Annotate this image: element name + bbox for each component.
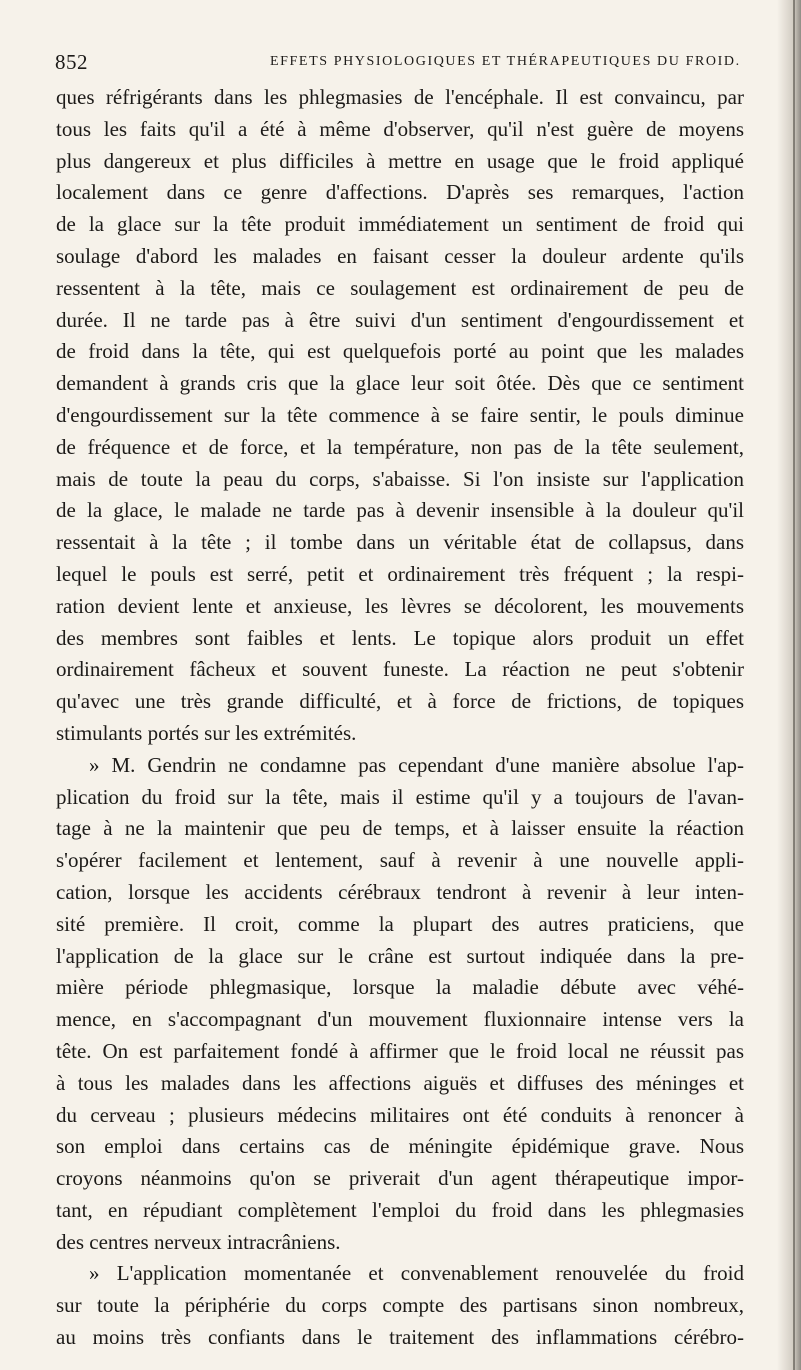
- text-line: tage à ne la maintenir que peu de temps, et à laisser ensuite la réaction: [56, 816, 744, 841]
- text-line: tête. On est parfaitement fondé à affirmer que le froid local ne réussit pas: [56, 1038, 744, 1063]
- text-line: ques réfrigérants dans les phlegmasies de l'encéphale. Il est convaincu, par: [56, 85, 744, 109]
- text-line: plus dangereux et plus difficiles à mettre en usage que le froid appliqué: [56, 148, 744, 173]
- text-line: tous les faits qu'il a été à même d'observer, qu'il n'est guère de moyens: [56, 116, 744, 141]
- text-line: ressentait à la tête ; il tombe dans un véritable état de collapsus, dans: [56, 530, 744, 555]
- page-number: 852: [55, 50, 88, 74]
- text-line: plication du froid sur la tête, mais il estime qu'il y a toujours de l'avan-: [56, 784, 744, 809]
- text-line: l'application de la glace sur le crâne est surtout indiquée dans la pre-: [56, 943, 744, 968]
- text-line: stimulants portés sur les extrémités.: [56, 720, 357, 745]
- running-head: [55, 50, 745, 76]
- body-text: [56, 82, 744, 1354]
- text-line: » M. Gendrin ne condamne pas cependant d'une manière absolue l'ap-: [89, 752, 744, 777]
- text-line: ressentent à la tête, mais ce soulagement est ordinairement de peu de: [56, 275, 744, 300]
- text-line: sur toute la périphérie du corps compte des partisans sinon nombreux,: [56, 1293, 744, 1318]
- text-line: ration devient lente et anxieuse, les lèvres se décolorent, les mouvements: [56, 593, 744, 618]
- running-title: EFFETS PHYSIOLOGIQUES ET THÉRAPEUTIQUES DU FROID.: [270, 54, 741, 69]
- text-line: » L'application momentanée et convenablement renouvelée du froid: [89, 1261, 744, 1286]
- text-line: soulage d'abord les malades en faisant cesser la douleur ardente qu'ils: [56, 243, 744, 268]
- text-line: mais de toute la peau du corps, s'abaisse. Si l'on insiste sur l'application: [56, 466, 744, 491]
- text-line: de fréquence et de force, et la température, non pas de la tête seulement,: [56, 434, 744, 459]
- text-line: croyons néanmoins qu'on se priverait d'un agent thérapeutique impor-: [56, 1166, 744, 1191]
- page-gutter-shadow: [777, 0, 801, 1370]
- text-line: des centres nerveux intracrâniens.: [56, 1229, 341, 1254]
- text-line: de la glace, le malade ne tarde pas à devenir insensible à la douleur qu'il: [56, 498, 744, 523]
- text-line: cation, lorsque les accidents cérébraux tendront à revenir à leur inten-: [56, 879, 744, 904]
- text-line: des membres sont faibles et lents. Le topique alors produit un effet: [56, 625, 744, 650]
- text-line: son emploi dans certains cas de méningite épidémique grave. Nous: [56, 1134, 744, 1159]
- text-line: mière période phlegmasique, lorsque la maladie débute avec véhé-: [56, 975, 744, 1000]
- text-line: de froid dans la tête, qui est quelquefois porté au point que les malades: [56, 339, 744, 364]
- page-edge-line: [793, 0, 795, 1370]
- text-line: tant, en répudiant complètement l'emploi du froid dans les phlegmasies: [56, 1197, 744, 1222]
- text-line: ordinairement fâcheux et souvent funeste. La réaction ne peut s'obtenir: [56, 657, 744, 682]
- text-line: mence, en s'accompagnant d'un mouvement fluxionnaire intense vers la: [56, 1007, 744, 1032]
- text-line: du cerveau ; plusieurs médecins militaires ont été conduits à renoncer à: [56, 1102, 744, 1127]
- text-line: d'engourdissement sur la tête commence à se faire sentir, le pouls diminue: [56, 402, 744, 427]
- text-line: durée. Il ne tarde pas à être suivi d'un sentiment d'engourdissement et: [56, 307, 744, 332]
- text-line: qu'avec une très grande difficulté, et à force de frictions, de topiques: [56, 689, 744, 714]
- text-line: demandent à grands cris que la glace leur soit ôtée. Dès que ce sentiment: [56, 371, 744, 396]
- text-line: sité première. Il croit, comme la plupart des autres praticiens, que: [56, 911, 744, 936]
- text-line: au moins très confiants dans le traitement des inflammations cérébro-: [56, 1325, 744, 1350]
- text-line: lequel le pouls est serré, petit et ordinairement très fréquent ; la respi-: [56, 561, 744, 586]
- text-line: de la glace sur la tête produit immédiatement un sentiment de froid qui: [56, 212, 744, 237]
- text-line: localement dans ce genre d'affections. D'après ses remarques, l'action: [56, 180, 744, 205]
- text-line: à tous les malades dans les affections aiguës et diffuses des méninges et: [56, 1070, 744, 1095]
- text-line: s'opérer facilement et lentement, sauf à revenir à une nouvelle appli-: [56, 848, 744, 873]
